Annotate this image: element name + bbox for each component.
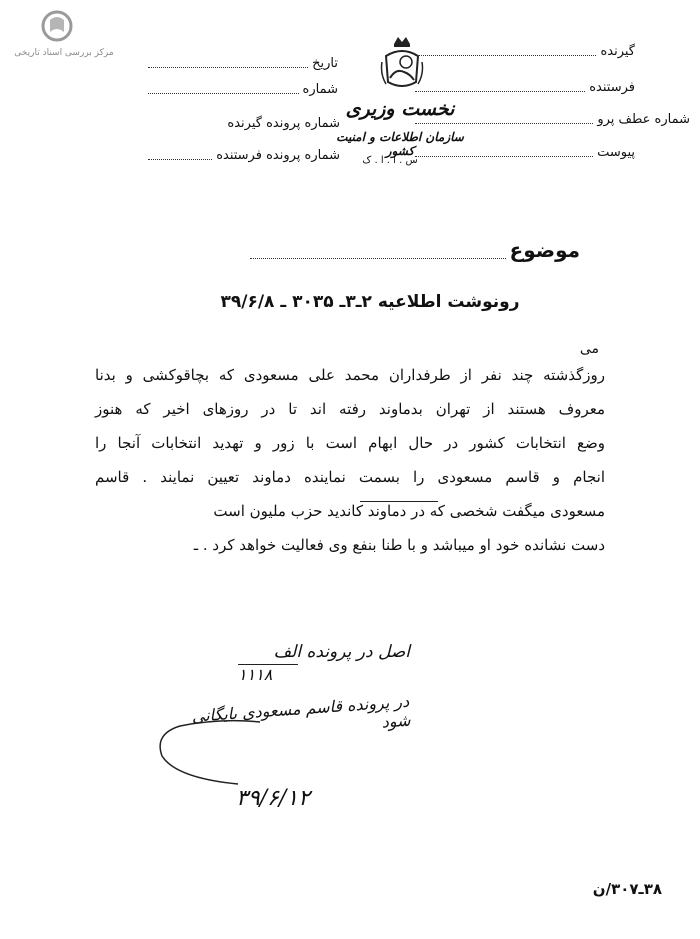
subject-label: موضوع bbox=[509, 238, 580, 262]
date-line bbox=[148, 57, 308, 68]
date-field bbox=[148, 56, 338, 71]
date-label: تاریخ bbox=[312, 56, 338, 71]
body-line-4: انجام و قاسم مسعودی را بسمت نماینده دماوند تعیین نمایند . قاسم bbox=[95, 468, 605, 486]
subject-line bbox=[250, 248, 506, 259]
number-line bbox=[148, 83, 299, 94]
handwritten-date: ۳۹/۶/۱۲ bbox=[236, 786, 310, 811]
watermark-text: مرکز بررسی اسناد تاریخی bbox=[14, 48, 114, 58]
body-text bbox=[95, 340, 605, 562]
body-line-6: دست نشانده خود او میباشد و با طنا بنفع وی فعالیت خواهد کرد . ـ bbox=[193, 536, 605, 554]
sender-label: فرستنده bbox=[589, 80, 635, 95]
recipient-line bbox=[415, 45, 596, 56]
recipient-file-label: شماره پرونده گیرنده bbox=[227, 116, 340, 131]
underlined-phrase bbox=[380, 484, 386, 485]
recipient-file-field bbox=[208, 116, 340, 131]
body-line-2: معروف هستند از تهران بدماوند رفته اند تا در روزهای اخیر که هنوز bbox=[95, 400, 605, 418]
sender-file-label: شماره پرونده فرستنده bbox=[216, 148, 340, 163]
subject-field bbox=[250, 236, 580, 262]
sender-field bbox=[415, 80, 635, 95]
reference-line bbox=[415, 113, 593, 124]
body-line-1: روزگذشته چند نفر از طرفداران محمد علی مسعودی که بچاقوکشی و بدنا bbox=[95, 366, 605, 384]
organization-abbreviation: س . ا . ا . ک bbox=[362, 155, 418, 166]
recipient-field bbox=[415, 44, 635, 59]
attachment-line bbox=[415, 146, 593, 157]
watermark bbox=[8, 8, 120, 66]
attachment-label: پیوست bbox=[597, 145, 635, 160]
attachment-field bbox=[415, 145, 635, 160]
handwritten-note-number: ۱۱۱۸ bbox=[238, 664, 298, 684]
organization-subtitle: سازمان اطلاعات و امنیت کشور bbox=[336, 130, 464, 158]
recipient-label: گیرنده bbox=[600, 44, 635, 59]
sender-line bbox=[415, 81, 585, 92]
reference-field bbox=[415, 112, 690, 127]
reference-line-text: رونوشت اطلاعیه ۲ـ۳ـ ۳۰۳۵ ـ ۳۹/۶/۸ bbox=[220, 292, 520, 312]
archive-logo-icon bbox=[41, 10, 73, 42]
reference-label: شماره عطف پرو bbox=[597, 112, 690, 127]
handwritten-note-file: اصل در پرونده الف bbox=[273, 642, 410, 662]
body-line-3: وضع انتخابات کشور در حال ابهام است با زور و تهدید انتخابات آنجا را bbox=[95, 434, 605, 452]
document-number: ۳۸ـ۳۰۷/ن bbox=[592, 880, 662, 898]
handwritten-note-archive: در پرونده قاسم مسعودی بایگانی شود bbox=[191, 691, 412, 732]
sender-file-line bbox=[148, 149, 212, 160]
handwritten-flourish bbox=[150, 712, 270, 792]
body-line-5: مسعودی میگفت شخصی که در دماوند کاندید حزب ملیون است bbox=[213, 502, 605, 520]
sender-file-field bbox=[148, 148, 340, 163]
number-field bbox=[148, 82, 338, 97]
body-prefix: می bbox=[579, 341, 599, 357]
number-label: شماره bbox=[302, 82, 338, 97]
underline-mark bbox=[360, 500, 438, 502]
organization-name: نخست وزیری bbox=[345, 98, 455, 120]
